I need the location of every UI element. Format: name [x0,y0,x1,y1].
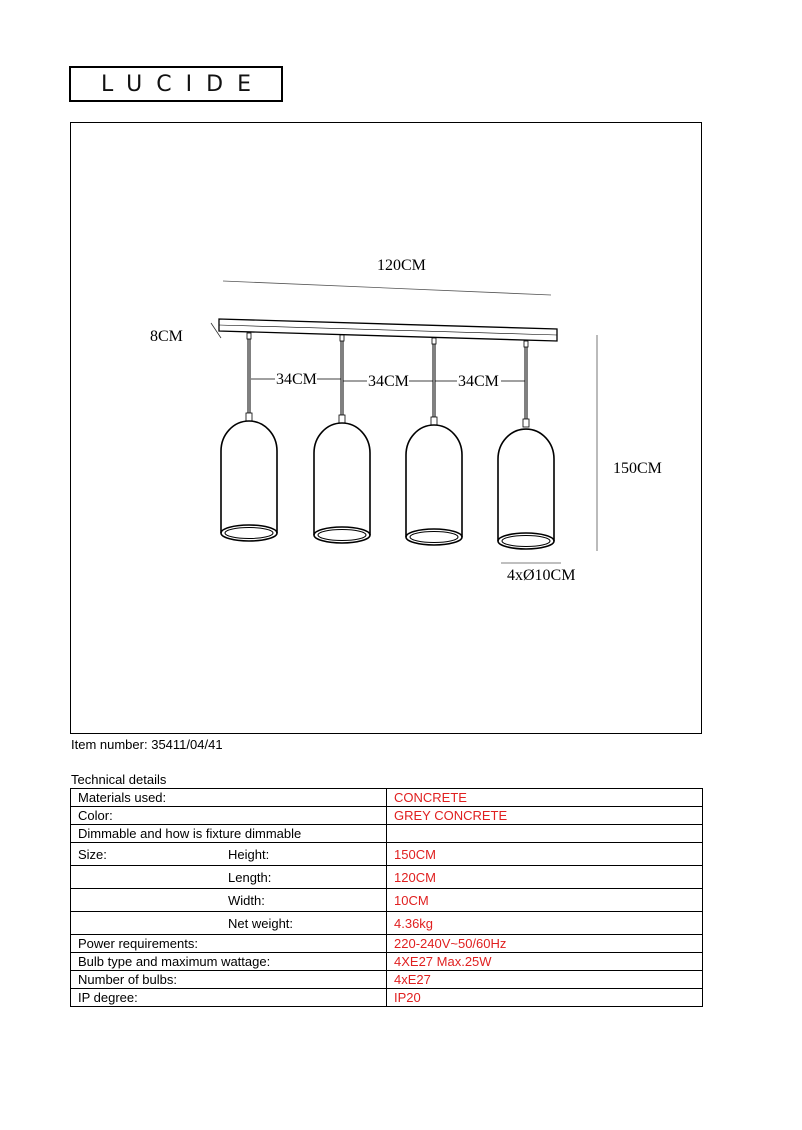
technical-details-title: Technical details [71,772,167,787]
spec-value: GREY CONCRETE [387,807,703,825]
spec-value: 10CM [387,889,703,912]
pendant-1 [221,333,277,541]
spec-value: 220-240V~50/60Hz [387,935,703,953]
spec-sublabel: Height: [228,846,270,862]
spec-value: 120CM [387,866,703,889]
item-number [71,737,223,752]
spec-label: Power requirements: [71,935,387,953]
spec-value: 4XE27 Max.25W [387,953,703,971]
brand-logo-text: LUCIDE [101,71,265,97]
item-number-label: Item number: [71,737,148,752]
spec-value [387,825,703,843]
pendant-2 [314,335,370,543]
table-row [71,889,703,912]
spec-value: 4xE27 [387,971,703,989]
table-row [71,912,703,935]
technical-details-table [70,788,703,1007]
table-row [71,971,703,989]
spec-label: Bulb type and maximum wattage: [71,953,387,971]
diameter-label: 4xØ10CM [507,567,576,584]
spec-label [71,912,387,935]
spec-label [71,843,387,866]
table-row [71,807,703,825]
spec-label: IP degree: [71,989,387,1007]
length-label: 120CM [377,257,426,274]
spec-label [71,889,387,912]
pendant-3 [406,338,462,545]
height-label: 150CM [613,460,662,477]
table-row [71,866,703,889]
spec-value: 4.36kg [387,912,703,935]
spec-sublabel: Width: [228,892,265,908]
brand-logo [69,66,283,102]
spec-sublabel: Length: [228,869,272,885]
pendant-4 [498,341,554,549]
spacing-label-3: 34CM [458,373,499,390]
spec-label [71,866,387,889]
size-label: Size: [78,846,107,862]
lamp-dimension-drawing [71,123,701,733]
table-row [71,789,703,807]
table-row [71,825,703,843]
spacing-label-1: 34CM [276,371,317,388]
spec-value: CONCRETE [387,789,703,807]
spec-sublabel: Net weight: [228,915,294,931]
item-number-value: 35411/04/41 [151,737,223,752]
table-row [71,843,703,866]
length-dimension-line [223,281,551,295]
spec-value: IP20 [387,989,703,1007]
spacing-label-2: 34CM [368,373,409,390]
spec-label: Color: [71,807,387,825]
table-row [71,953,703,971]
spec-value: 150CM [387,843,703,866]
technical-drawing [70,122,702,734]
table-row [71,935,703,953]
spec-label: Materials used: [71,789,387,807]
spec-label: Dimmable and how is fixture dimmable [71,825,387,843]
table-row [71,989,703,1007]
canopy-height-label: 8CM [150,328,183,345]
spec-label: Number of bulbs: [71,971,387,989]
